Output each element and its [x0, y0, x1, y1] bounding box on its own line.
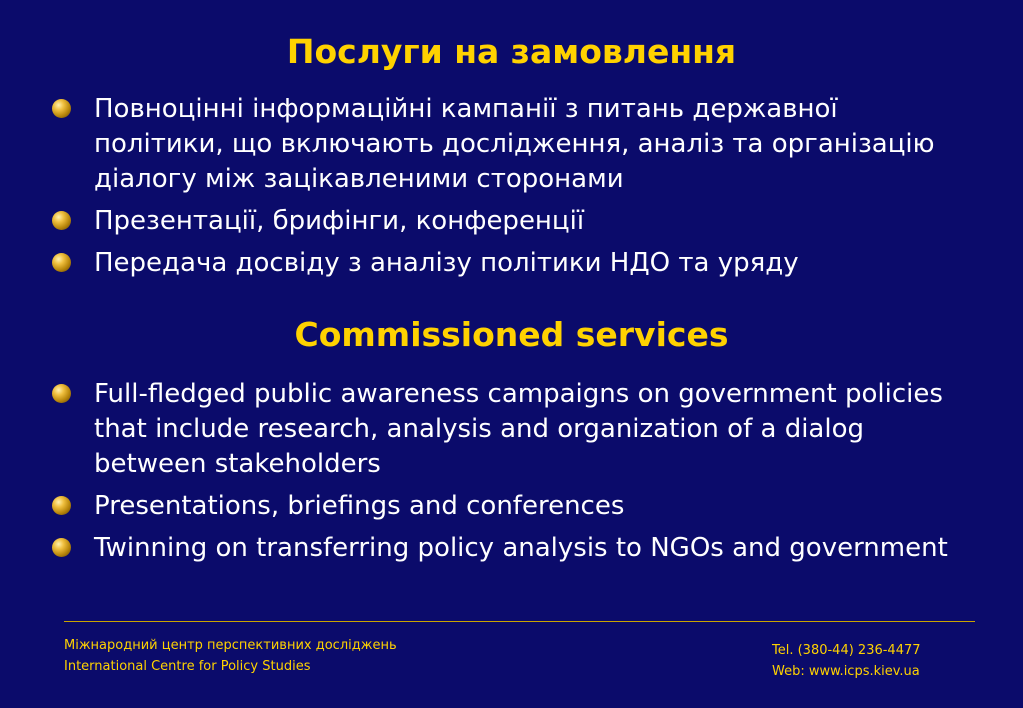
list-item: [52, 246, 972, 281]
list-item-text: Передача досвіду з аналізу політики НДО та уряду: [94, 248, 799, 278]
gold-sphere-bullet-icon: [52, 211, 71, 230]
page-title-ukrainian: Послуги на замовлення: [286, 32, 737, 71]
footer-organization: [64, 635, 397, 677]
list-item-text: Presentations, briefings and conferences: [94, 491, 625, 521]
list-item: [52, 92, 972, 197]
phone-number: Tel. (380-44) 236-4477: [772, 643, 921, 658]
website-address: Web: www.icps.kiev.ua: [772, 664, 920, 679]
gold-sphere-bullet-icon: [52, 384, 71, 403]
gold-sphere-bullet-icon: [52, 99, 71, 118]
list-item: [52, 531, 972, 566]
gold-sphere-bullet-icon: [52, 253, 71, 272]
list-item-text: Full-fledged public awareness campaigns on government policies that include research, analysis and organization of a dialog between stakeholders: [94, 379, 943, 479]
list-item-text: Twinning on transferring policy analysis to NGOs and government: [94, 533, 948, 563]
organization-name-english: International Centre for Policy Studies: [64, 659, 311, 674]
gold-sphere-bullet-icon: [52, 538, 71, 557]
footer-contacts: [772, 640, 921, 682]
organization-name-ukrainian: Міжнародний центр перспективних досліджень: [64, 638, 397, 653]
list-item: [52, 489, 972, 524]
list-item-text: Презентації, брифінги, конференції: [94, 206, 585, 236]
gold-sphere-bullet-icon: [52, 496, 71, 515]
bullet-list-english: [52, 377, 972, 573]
list-item: [52, 377, 972, 482]
list-item-text: Повноцінні інформаційні кампанії з питань державної політики, що включають дослідження, аналіз та організацію діалогу між зацікавленими сторонами: [94, 94, 935, 194]
footer-divider: [64, 621, 975, 622]
page-title-english: Commissioned services: [294, 315, 729, 354]
bullet-list-ukrainian: [52, 92, 972, 288]
list-item: [52, 204, 972, 239]
